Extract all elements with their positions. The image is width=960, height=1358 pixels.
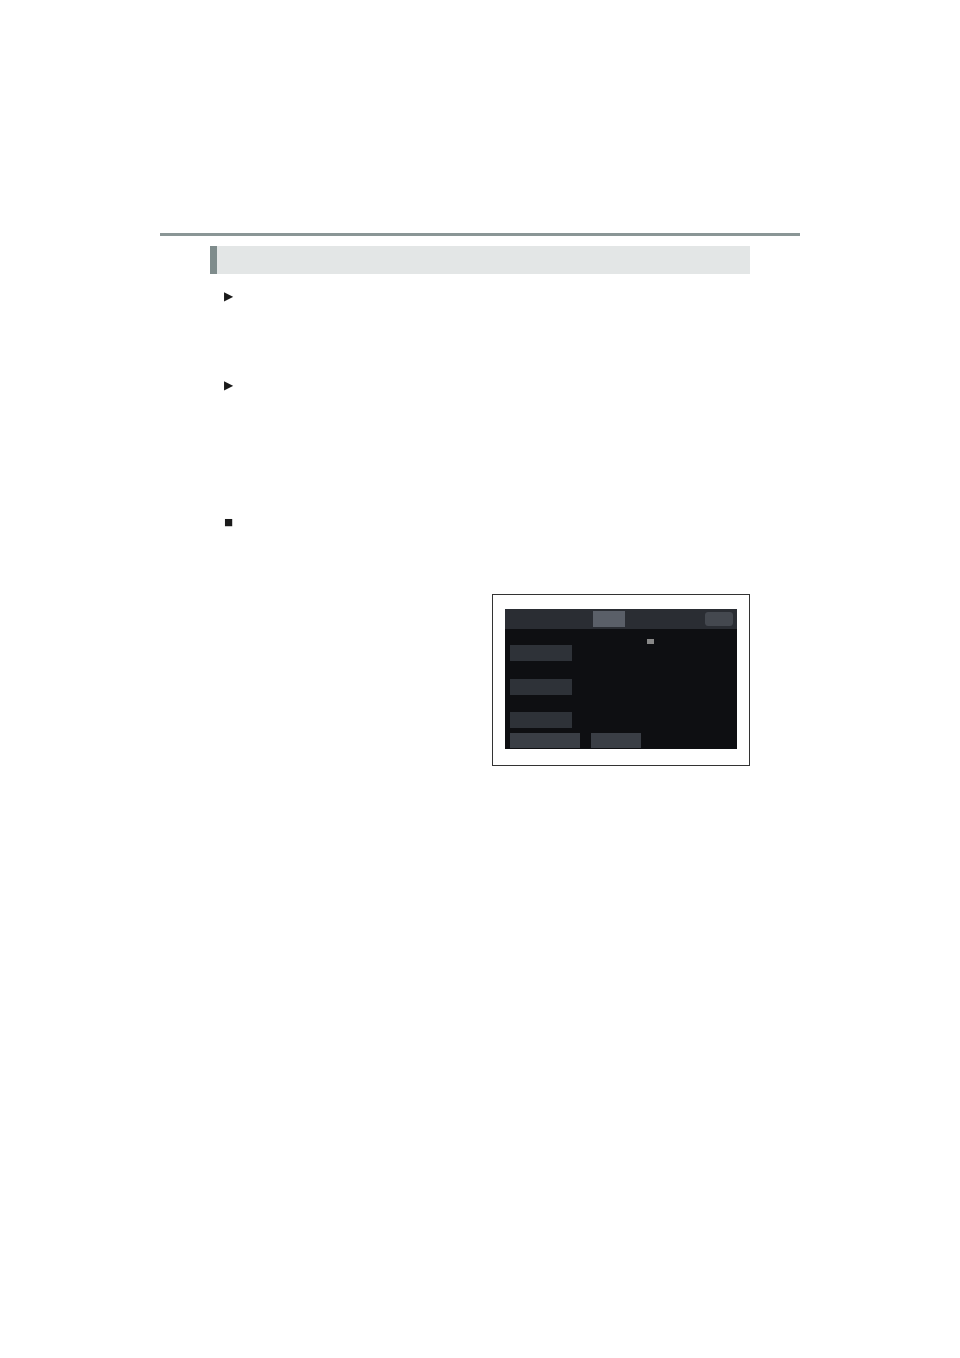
triangle-bullet-icon: ▶ <box>224 289 234 303</box>
tab-history[interactable] <box>510 733 580 748</box>
trip-info-screen <box>505 609 737 749</box>
subheading <box>224 514 236 531</box>
header-rule <box>160 233 800 236</box>
bullet-entune-plus <box>224 374 754 446</box>
triangle-bullet-icon: ▶ <box>224 378 234 392</box>
square-bullet-icon: ■ <box>224 514 234 531</box>
fuel-chart <box>505 609 737 749</box>
section-bar <box>210 246 750 274</box>
tab-energy[interactable] <box>591 733 641 748</box>
